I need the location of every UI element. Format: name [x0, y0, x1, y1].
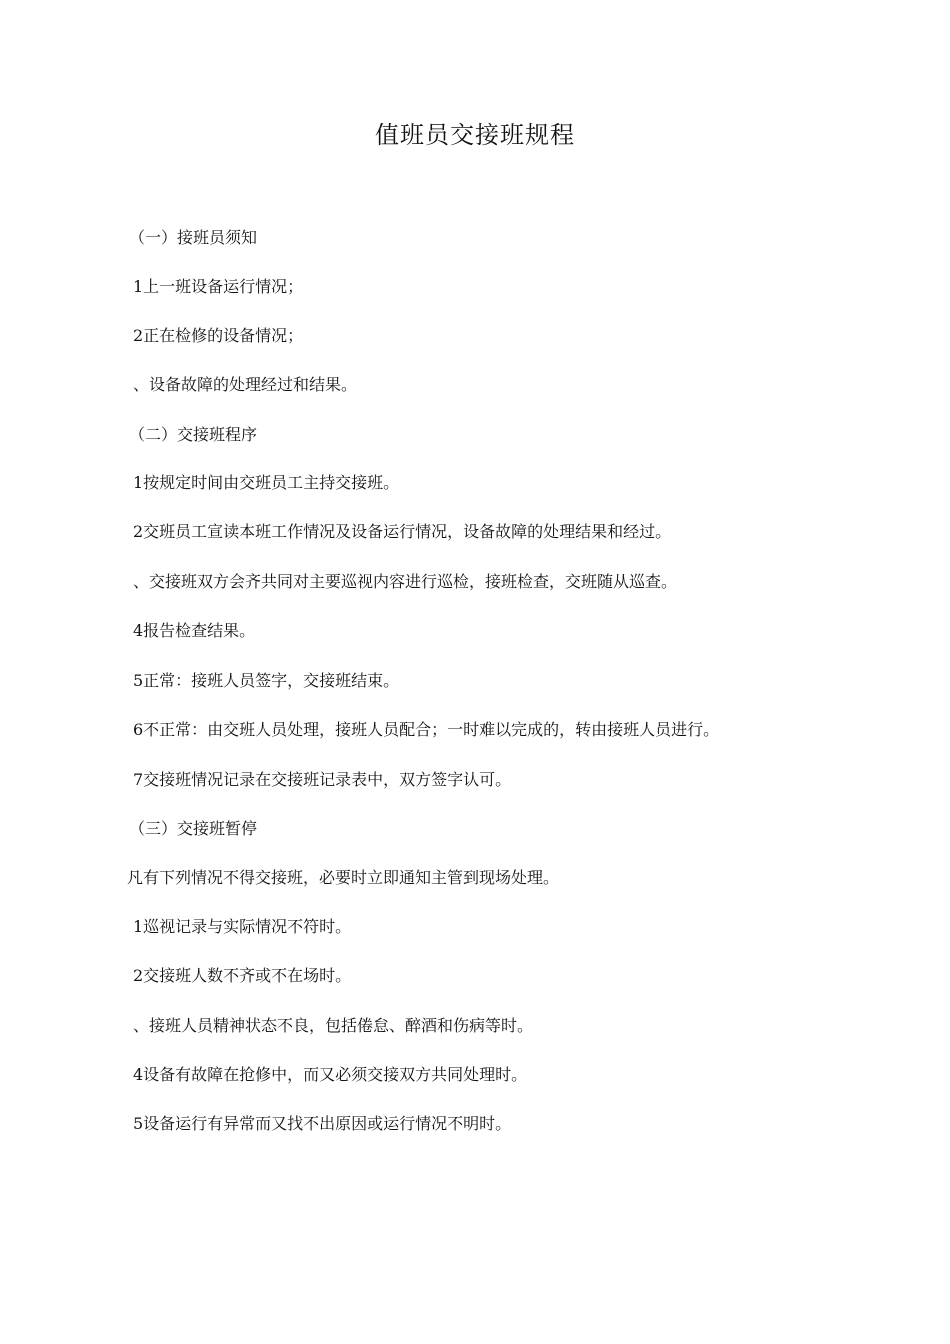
paragraph-line: 1巡视记录与实际情况不符时。	[133, 917, 352, 936]
section-heading-2: （二）交接班程序	[129, 425, 258, 444]
paragraph-line: 6不正常：由交班人员处理，接班人员配合；一时难以完成的，转由接班人员进行。	[133, 720, 720, 739]
paragraph-line: 2正在检修的设备情况；	[133, 326, 304, 345]
paragraph-line: 、接班人员精神状态不良，包括倦怠、醉酒和伤病等时。	[133, 1016, 534, 1035]
paragraph-line: 7交接班情况记录在交接班记录表中，双方签字认可。	[133, 770, 512, 789]
paragraph-line: 4报告检查结果。	[133, 621, 256, 640]
paragraph-line: 2交接班人数不齐或不在场时。	[133, 966, 352, 985]
section-heading-3: （三）交接班暂停	[129, 819, 258, 838]
paragraph-line: 5正常：接班人员签字，交接班结束。	[133, 671, 400, 690]
paragraph-line: 4设备有故障在抢修中，而又必须交接双方共同处理时。	[133, 1065, 528, 1084]
paragraph-line: 1上一班设备运行情况；	[133, 277, 304, 296]
paragraph-line: 、设备故障的处理经过和结果。	[133, 375, 358, 394]
paragraph-line: 、交接班双方会齐共同对主要巡视内容进行巡检，接班检查，交班随从巡查。	[133, 572, 678, 591]
paragraph-line: 凡有下列情况不得交接班，必要时立即通知主管到现场处理。	[127, 868, 560, 887]
document-title: 值班员交接班规程	[375, 121, 575, 149]
section-heading-1: （一）接班员须知	[129, 228, 258, 247]
paragraph-line: 1按规定时间由交班员工主持交接班。	[133, 473, 400, 492]
paragraph-line: 2交班员工宣读本班工作情况及设备运行情况，设备故障的处理结果和经过。	[133, 522, 672, 541]
paragraph-line: 5设备运行有异常而又找不出原因或运行情况不明时。	[133, 1114, 512, 1133]
